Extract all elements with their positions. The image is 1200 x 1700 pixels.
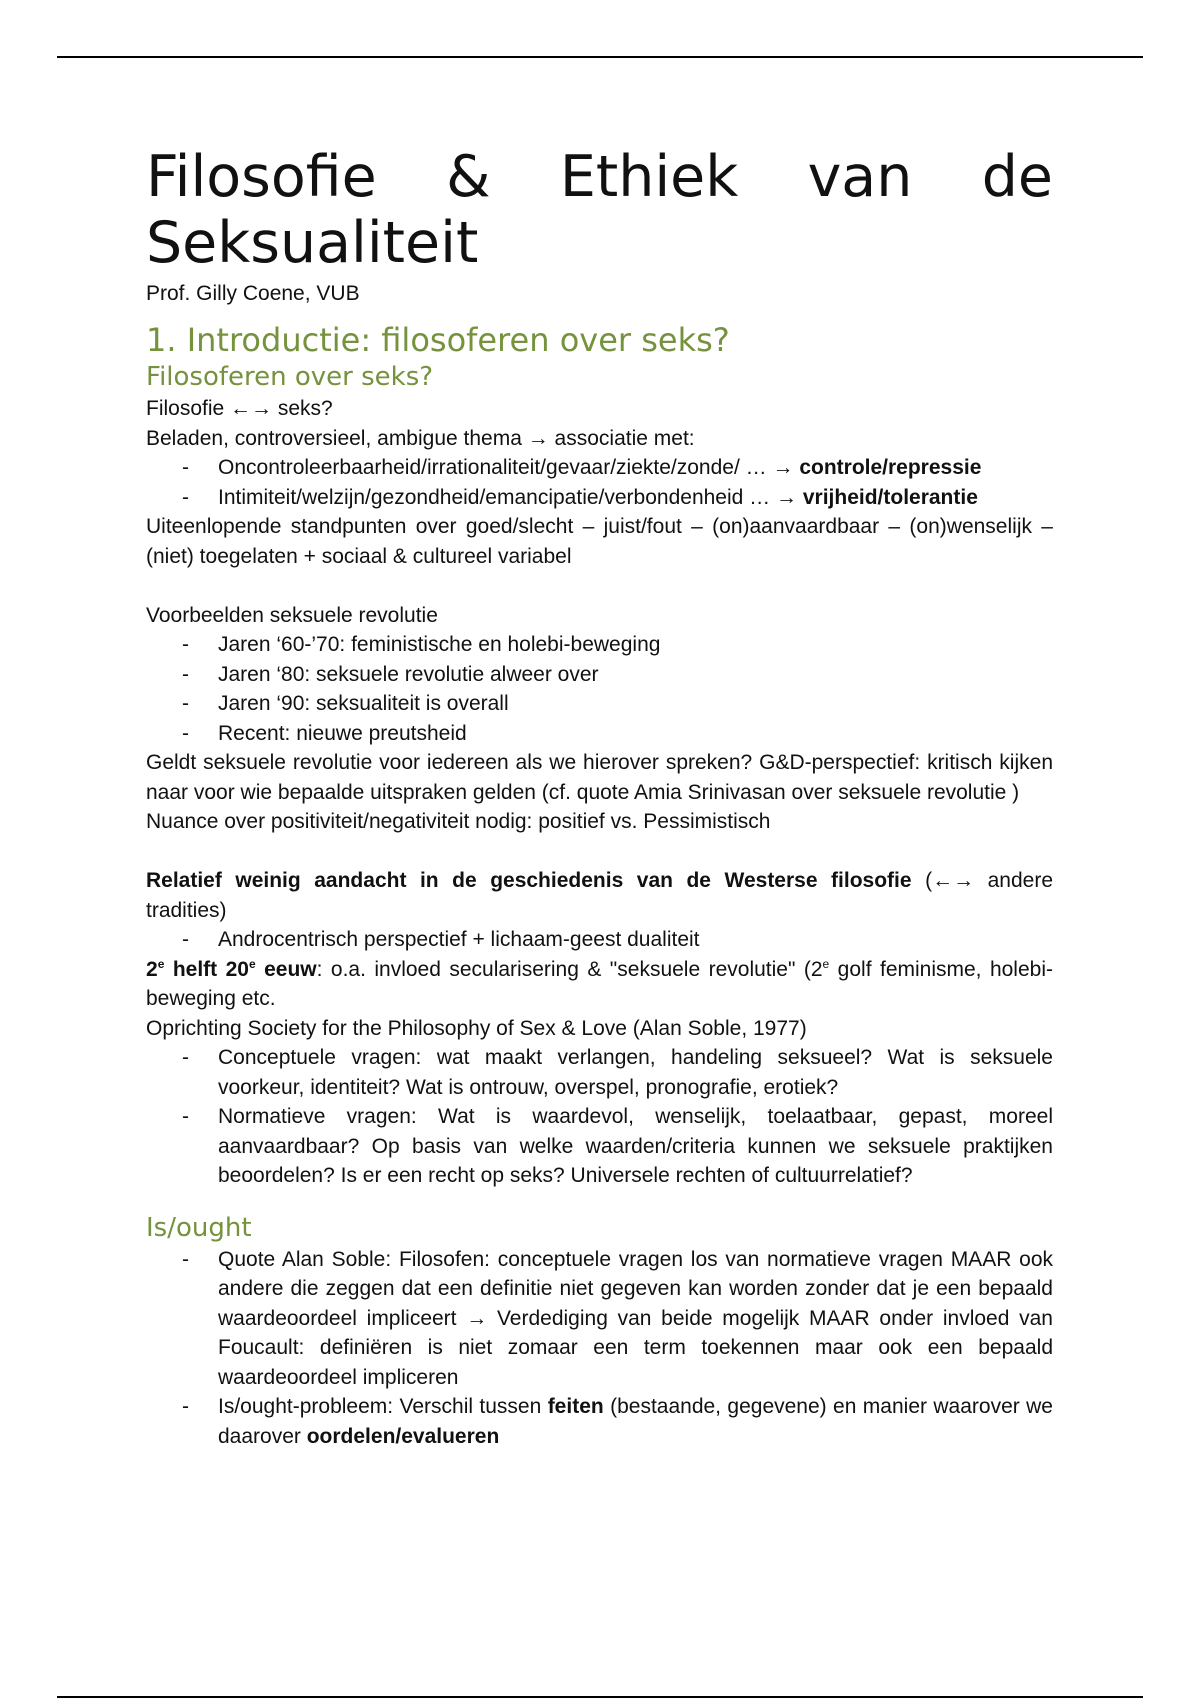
questions-list — [146, 1043, 1053, 1191]
paragraph: Relatief weinig aandacht in de geschiedenis van de Westerse filosofie (←→ andere tradities) — [146, 869, 1053, 922]
paragraph: Oprichting Society for the Philosophy of Sex & Love (Alan Soble, 1977) — [146, 1016, 807, 1040]
list-item: - Jaren ‘80: seksuele revolutie alweer over — [182, 662, 599, 686]
association-list — [146, 453, 1053, 512]
paragraph: Geldt seksuele revolutie voor iedereen als we hierover spreken? G&D-perspectief: kritisch kijken naar voor wie bepaalde uitspraken gelden (cf. quote Amia Srinivasan over seksuele revolutie ) — [146, 751, 1053, 804]
title-word: de — [981, 144, 1053, 210]
subheading-is-ought: Is/ought — [146, 1212, 252, 1243]
footer-rule — [57, 1696, 1143, 1698]
list-item: - Jaren ‘90: seksualiteit is overall — [182, 692, 509, 715]
section-heading-1: 1. Introductie: filosoferen over seks? — [146, 321, 730, 359]
subheading-filosoferen: Filosoferen over seks? — [146, 362, 434, 392]
author-line: Prof. Gilly Coene, VUB — [146, 282, 360, 305]
title-word: & — [446, 144, 491, 210]
paragraph: Uiteenlopende standpunten over goed/slecht – juist/fout – (on)aanvaardbaar – (on)wenselijk – (niet) toegelaten + sociaal & cultureel variabel — [146, 515, 1053, 568]
paragraph: Voorbeelden seksuele revolutie — [146, 603, 438, 627]
paragraph: Beladen, controversieel, ambigue thema → associatie met: — [146, 426, 695, 450]
list-item: - Is/ought-probleem: Verschil tussen feiten (bestaande, gegevene) en manier waarover we daarover oordelen/evalueren — [182, 1395, 1053, 1448]
revolution-list — [146, 630, 1053, 748]
title-word: Ethiek — [559, 144, 739, 210]
list-item: - Recent: nieuwe preutsheid — [182, 721, 467, 745]
paragraph: Nuance over positiviteit/negativiteit nodig: positief vs. Pessimistisch — [146, 810, 771, 833]
document-page — [146, 144, 1053, 1451]
list-item: - Normatieve vragen: Wat is waardevol, wenselijk, toelaatbaar, gepast, moreel aanvaardbaar? Op basis van welke waarden/criteria kunnen we seksuele praktijken beoordelen? Is er een recht op seks? Universele rechten of cultuurrelatief? — [182, 1105, 1053, 1187]
list-item: - Jaren ‘60-’70: feministische en holebi-beweging — [182, 633, 661, 656]
title-word: van — [807, 144, 913, 210]
header-rule — [57, 56, 1143, 58]
list-item: - Androcentrisch perspectief + lichaam-geest dualiteit — [182, 928, 700, 951]
paragraph: 2e helft 20e eeuw: o.a. invloed secularisering & "seksuele revolutie" (2e golf feminisme, holebi-beweging etc. — [146, 956, 1053, 1010]
title-word: Filosofie — [146, 144, 377, 210]
paragraph: Filosofie ←→ seks? — [146, 397, 333, 420]
list-item: - Conceptuele vragen: wat maakt verlangen, handeling seksueel? Wat is seksuele voorkeur, identiteit? Wat is ontrouw, overspel, pronografie, erotiek? — [182, 1046, 1053, 1099]
list-item: - Intimiteit/welzijn/gezondheid/emancipatie/verbondenheid … → vrijheid/tolerantie — [182, 485, 978, 509]
list-item: - Oncontroleerbaarheid/irrationaliteit/gevaar/ziekte/zonde/ … → controle/repressie — [182, 456, 982, 479]
document-title — [146, 144, 1053, 276]
perspective-list — [146, 925, 1053, 955]
title-line-2: Seksualiteit — [146, 210, 479, 276]
list-item: - Quote Alan Soble: Filosofen: conceptuele vragen los van normatieve vragen MAAR ook andere die zeggen dat een definitie niet gegeven kan worden zonder dat je een bepaald waardeoordeel impliceert → Verdediging van beide mogelijk MAAR onder invloed van Foucault: definiëren is niet zomaar een term toekennen maar ook een bepaald waardeoordeel impliceren — [182, 1247, 1053, 1389]
is-ought-list — [146, 1245, 1053, 1452]
